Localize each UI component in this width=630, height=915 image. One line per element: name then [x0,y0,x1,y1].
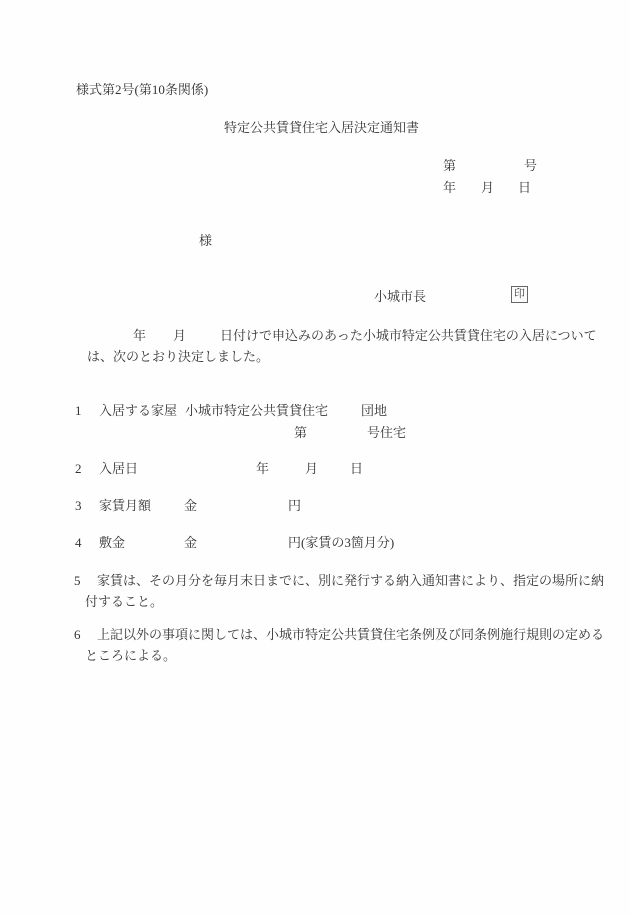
item1-line2-suffix: 号住宅 [367,425,407,440]
item6-line2: ところによる。 [85,648,177,663]
item4-kin-label: 金 [184,535,198,550]
doc-date-year-label: 年 [443,180,457,195]
doc-number-suffix: 号 [524,158,538,173]
doc-number-prefix: 第 [443,158,457,173]
intro-month-label: 月 [173,328,187,343]
item3-kin-label: 金 [184,498,198,513]
item5-number: 5 [74,573,81,588]
doc-date-day-label: 日 [518,180,532,195]
item2-year-label: 年 [256,461,270,476]
item5-line1: 家賃は、その月分を毎月末日までに、別に発行する納入通知書により、指定の場所に納 [97,573,605,588]
item1-number: 1 [75,403,82,418]
addressee-honorific: 様 [199,233,213,248]
item1-line2-prefix: 第 [294,425,308,440]
intro-line2-text: は、次のとおり決定しました。 [87,349,270,364]
seal-mark: 印 [511,286,528,303]
item6-line1: 上記以外の事項に関しては、小城市特定公共賃貸住宅条例及び同条例施行規則の定める [97,627,605,642]
item1-label: 入居する家屋 [99,403,178,418]
item2-label: 入居日 [99,461,139,476]
item2-day-label: 日 [350,461,364,476]
item3-label: 家賃月額 [99,498,152,513]
item4-yen-label: 円(家賃の3箇月分) [288,535,395,550]
item2-month-label: 月 [305,461,319,476]
intro-year-label: 年 [133,328,147,343]
item1-value2: 団地 [361,403,388,418]
item6-number: 6 [74,627,81,642]
item5-line2: 付すること。 [85,594,164,609]
item4-number: 4 [75,535,82,550]
item3-number: 3 [75,498,82,513]
issuer-name: 小城市長 [374,289,427,304]
item1-value1: 小城市特定公共賃貸住宅 [185,403,329,418]
form-number: 様式第2号(第10条関係) [76,82,209,97]
doc-date-month-label: 月 [481,180,495,195]
intro-line1-text: 日付けで申込みのあった小城市特定公共賃貸住宅の入居について [220,328,597,343]
document-title: 特定公共賃貸住宅入居決定通知書 [224,120,420,135]
item3-yen-label: 円 [288,498,302,513]
item4-label: 敷金 [99,535,126,550]
item2-number: 2 [75,461,82,476]
